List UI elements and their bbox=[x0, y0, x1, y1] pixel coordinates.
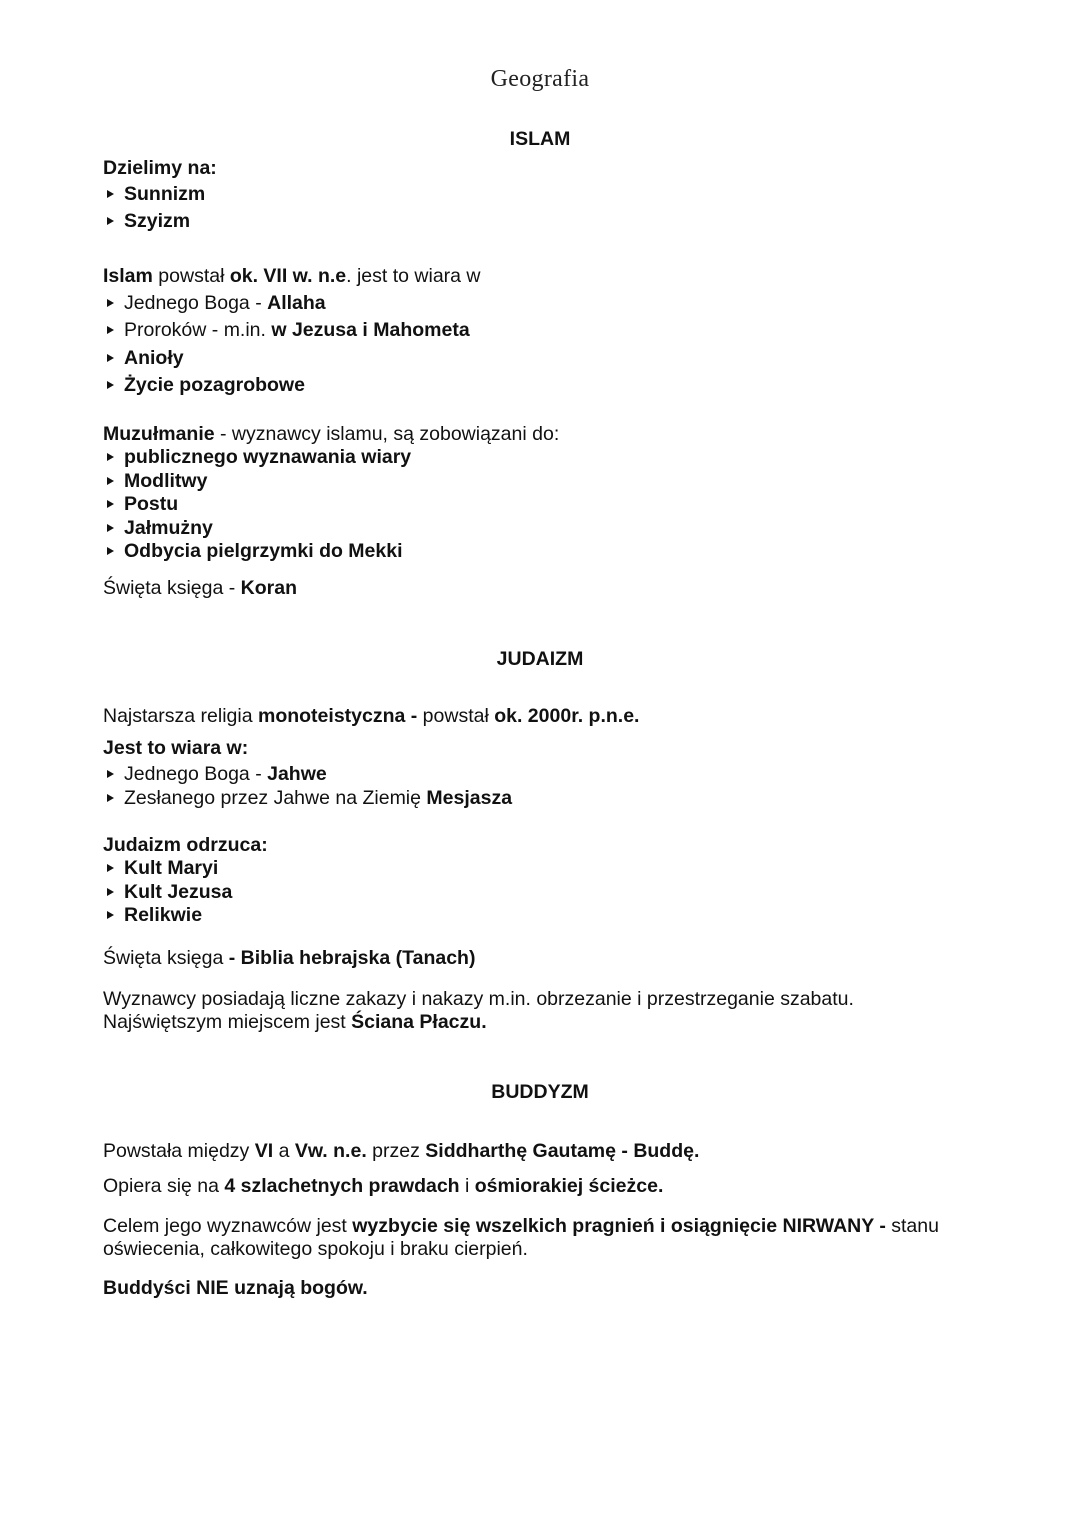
list-item: Życie pozagrobowe bbox=[103, 374, 470, 401]
list-item: Sunnizm bbox=[103, 183, 205, 210]
buddhism-origin-text: Powstała między VI a Vw. n.e. przez Siddharthę Gautamę - Buddę. bbox=[103, 1140, 700, 1162]
list-item: publicznego wyznawania wiary bbox=[103, 446, 411, 470]
buddhism-goal-text: Celem jego wyznawców jest wyzbycie się wszelkich pragnień i osiągnięcie NIRWANY - stanu bbox=[103, 1215, 939, 1237]
bullet-triangle-icon bbox=[107, 888, 114, 896]
list-item: Szyizm bbox=[103, 210, 205, 237]
heading-judaism: JUDAIZM bbox=[496, 648, 584, 670]
judaism-rejects-list bbox=[103, 857, 232, 928]
islam-divide-label: Dzielimy na: bbox=[103, 157, 217, 179]
list-item: Zesłanego przez Jahwe na Ziemię Mesjasza bbox=[103, 787, 512, 811]
judaism-rules-text: Wyznawcy posiadają liczne zakazy i nakazy m.in. obrzezanie i przestrzeganie szabatu. bbox=[103, 988, 854, 1010]
islam-duties-list bbox=[103, 446, 411, 564]
list-item: Proroków - m.in. w Jezusa i Mahometa bbox=[103, 319, 470, 346]
judaism-intro-text: Najstarsza religia monoteistyczna - powstał ok. 2000r. p.n.e. bbox=[103, 705, 640, 727]
buddhism-basis-text: Opiera się na 4 szlachetnych prawdach i ośmiorakiej ścieżce. bbox=[103, 1175, 664, 1197]
bullet-triangle-icon bbox=[107, 911, 114, 919]
list-item: Kult Maryi bbox=[103, 857, 232, 881]
judaism-holy-place: Najświętszym miejscem jest Ściana Płaczu. bbox=[103, 1011, 487, 1033]
islam-branches-list bbox=[103, 183, 205, 238]
bullet-triangle-icon bbox=[107, 477, 114, 485]
bullet-triangle-icon bbox=[107, 326, 114, 334]
bullet-triangle-icon bbox=[107, 524, 114, 532]
bullet-triangle-icon bbox=[107, 864, 114, 872]
list-item: Postu bbox=[103, 493, 411, 517]
list-item: Jałmużny bbox=[103, 517, 411, 541]
list-item: Modlitwy bbox=[103, 470, 411, 494]
page-title: Geografia bbox=[490, 66, 590, 92]
islam-beliefs-list bbox=[103, 292, 470, 401]
bullet-triangle-icon bbox=[107, 217, 114, 225]
islam-followers-text: Muzułmanie - wyznawcy islamu, są zobowiązani do: bbox=[103, 423, 560, 445]
bullet-triangle-icon bbox=[107, 770, 114, 778]
heading-islam: ISLAM bbox=[509, 128, 571, 150]
buddhism-gods-statement: Buddyści NIE uznają bogów. bbox=[103, 1277, 368, 1299]
list-item: Kult Jezusa bbox=[103, 881, 232, 905]
bullet-triangle-icon bbox=[107, 500, 114, 508]
judaism-belief-label: Jest to wiara w: bbox=[103, 737, 249, 759]
buddhism-goal-text-line2: oświecenia, całkowitego spokoju i braku cierpień. bbox=[103, 1238, 528, 1260]
bullet-triangle-icon bbox=[107, 299, 114, 307]
islam-origin-text: Islam powstał ok. VII w. n.e. jest to wiara w bbox=[103, 265, 481, 287]
list-item: Odbycia pielgrzymki do Mekki bbox=[103, 540, 411, 564]
list-item: Jednego Boga - Allaha bbox=[103, 292, 470, 319]
bullet-triangle-icon bbox=[107, 453, 114, 461]
bullet-triangle-icon bbox=[107, 354, 114, 362]
heading-buddhism: BUDDYZM bbox=[491, 1081, 589, 1103]
bullet-triangle-icon bbox=[107, 381, 114, 389]
list-item: Relikwie bbox=[103, 904, 232, 928]
judaism-holy-book: Święta księga - Biblia hebrajska (Tanach) bbox=[103, 947, 476, 969]
bullet-triangle-icon bbox=[107, 547, 114, 555]
judaism-rejects-label: Judaizm odrzuca: bbox=[103, 834, 268, 856]
bullet-triangle-icon bbox=[107, 190, 114, 198]
list-item: Anioły bbox=[103, 347, 470, 374]
bullet-triangle-icon bbox=[107, 794, 114, 802]
list-item: Jednego Boga - Jahwe bbox=[103, 763, 512, 787]
islam-holy-book: Święta księga - Koran bbox=[103, 577, 297, 599]
judaism-beliefs-list bbox=[103, 763, 512, 810]
